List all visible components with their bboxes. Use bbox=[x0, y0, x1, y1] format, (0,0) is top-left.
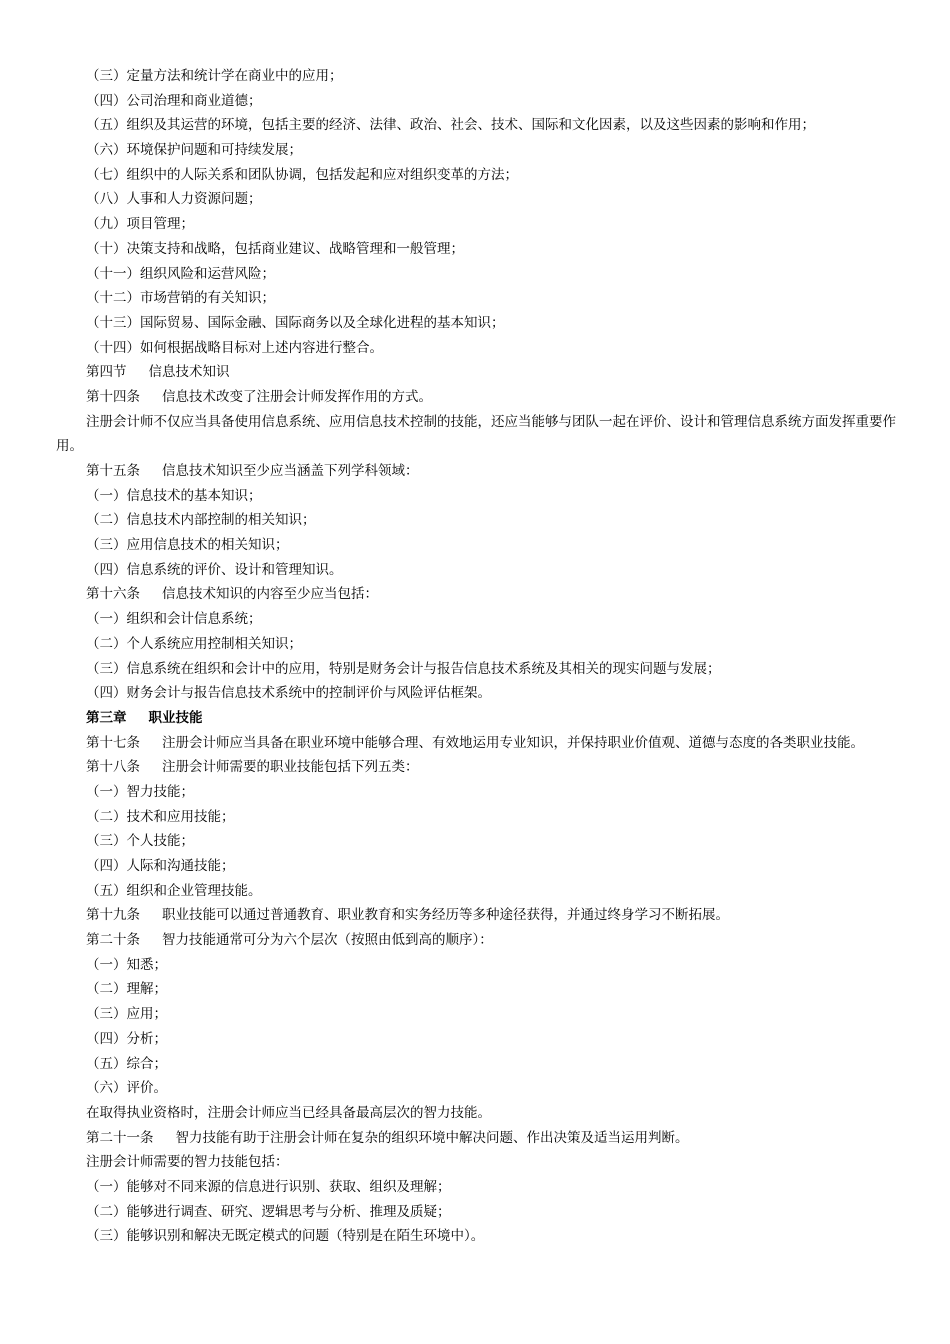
line-text: （三）应用； bbox=[86, 1006, 167, 1023]
line-text: （五）组织及其运营的环境，包括主要的经济、法律、政治、社会、技术、国际和文化因素，以及这些因素的影响和作用； bbox=[86, 117, 815, 134]
line-text: （三）定量方法和统计学在商业中的应用； bbox=[86, 68, 343, 84]
clause-line bbox=[56, 1126, 898, 1151]
text-line bbox=[56, 805, 898, 830]
text-line bbox=[56, 879, 898, 904]
line-text: 信息技术知识至少应当涵盖下列学科领域： bbox=[162, 463, 419, 480]
line-text: （一）智力技能； bbox=[86, 783, 194, 800]
line-text: （一）信息技术的基本知识； bbox=[86, 487, 262, 504]
clause-label: 第十五条 bbox=[86, 463, 140, 480]
text-line bbox=[56, 187, 898, 212]
line-text: 信息技术知识 bbox=[148, 364, 230, 381]
text-line bbox=[56, 1200, 898, 1225]
text-line bbox=[56, 1150, 898, 1175]
line-text: （十）决策支持和战略，包括商业建议、战略管理和一般管理； bbox=[86, 240, 464, 257]
line-text: （三）能够识别和解决无既定模式的问题（特别是在陌生环境中）。 bbox=[86, 1228, 485, 1245]
line-text: （十二）市场营销的有关知识； bbox=[86, 290, 275, 307]
text-line bbox=[56, 953, 898, 978]
text-line bbox=[56, 64, 898, 89]
text-line bbox=[56, 336, 898, 361]
text-line bbox=[56, 1002, 898, 1027]
line-text: （三）个人技能； bbox=[86, 833, 194, 850]
text-line bbox=[56, 681, 898, 706]
document-body bbox=[56, 64, 898, 1249]
line-text: （四）财务会计与报告信息技术系统中的控制评价与风险评估框架。 bbox=[86, 685, 491, 702]
text-line bbox=[56, 508, 898, 533]
line-text: 注册会计师不仅应当具备使用信息系统、应用信息技术控制的技能，还应当能够与团队一起在评价、设计和管理信息系统方面发挥重要作用。 bbox=[56, 413, 896, 455]
line-text: 信息技术改变了注册会计师发挥作用的方式。 bbox=[162, 388, 432, 405]
clause-line bbox=[56, 928, 898, 953]
clause-label: 第二十条 bbox=[86, 932, 140, 949]
line-text: （十一）组织风险和运营风险； bbox=[86, 265, 275, 282]
text-line bbox=[56, 286, 898, 311]
clause-line bbox=[56, 459, 898, 484]
line-text: （二）个人系统应用控制相关知识； bbox=[86, 635, 302, 652]
line-text: （二）技术和应用技能； bbox=[86, 808, 235, 825]
text-line bbox=[56, 607, 898, 632]
line-text: （四）分析； bbox=[86, 1030, 167, 1047]
text-line bbox=[56, 1027, 898, 1052]
text-line bbox=[56, 1175, 898, 1200]
clause-line bbox=[56, 706, 898, 731]
line-text: （五）综合； bbox=[86, 1055, 167, 1072]
clause-line bbox=[56, 731, 898, 756]
clause-line bbox=[56, 755, 898, 780]
clause-line bbox=[56, 385, 898, 410]
text-line bbox=[56, 237, 898, 262]
line-text: 职业技能可以通过普通教育、职业教育和实务经历等多种途径获得，并通过终身学习不断拓展。 bbox=[162, 907, 729, 924]
text-line bbox=[56, 829, 898, 854]
line-text: （四）信息系统的评价、设计和管理知识。 bbox=[86, 561, 343, 578]
text-line bbox=[56, 1076, 898, 1101]
text-line bbox=[56, 533, 898, 558]
clause-line bbox=[56, 360, 898, 385]
line-text: （一）知悉； bbox=[86, 956, 167, 973]
clause-line bbox=[56, 582, 898, 607]
line-text: （六）环境保护问题和可持续发展； bbox=[86, 142, 302, 159]
text-line bbox=[56, 311, 898, 336]
line-text: （一）组织和会计信息系统； bbox=[86, 611, 262, 628]
text-line bbox=[56, 1052, 898, 1077]
clause-label: 第三章 bbox=[86, 709, 127, 726]
line-text: （三）信息系统在组织和会计中的应用，特别是财务会计与报告信息技术系统及其相关的现实问题与发展； bbox=[86, 660, 721, 677]
line-text: （四）人际和沟通技能； bbox=[86, 858, 235, 875]
line-text: （四）公司治理和商业道德； bbox=[86, 92, 262, 109]
text-line bbox=[56, 780, 898, 805]
text-line bbox=[56, 89, 898, 114]
clause-label: 第十九条 bbox=[86, 907, 140, 924]
line-text: 注册会计师应当具备在职业环境中能够合理、有效地运用专业知识，并保持职业价值观、道德与态度的各类职业技能。 bbox=[162, 734, 864, 751]
line-text: （三）应用信息技术的相关知识； bbox=[86, 537, 289, 554]
text-line bbox=[56, 113, 898, 138]
text-line bbox=[56, 1224, 898, 1249]
text-line bbox=[56, 657, 898, 682]
clause-label: 第十四条 bbox=[86, 388, 140, 405]
line-text: （十四）如何根据战略目标对上述内容进行整合。 bbox=[86, 339, 383, 356]
clause-label: 第十六条 bbox=[86, 586, 140, 603]
text-line bbox=[56, 632, 898, 657]
clause-label: 第十八条 bbox=[86, 759, 140, 776]
line-text: （二）信息技术内部控制的相关知识； bbox=[86, 512, 316, 529]
text-line bbox=[56, 977, 898, 1002]
line-text: 智力技能通常可分为六个层次（按照由低到高的顺序）： bbox=[162, 932, 493, 949]
line-text: 信息技术知识的内容至少应当包括： bbox=[162, 586, 378, 603]
line-text: 智力技能有助于注册会计师在复杂的组织环境中解决问题、作出决策及适当运用判断。 bbox=[175, 1129, 689, 1146]
text-line bbox=[56, 212, 898, 237]
line-text: 注册会计师需要的智力技能包括： bbox=[86, 1154, 289, 1171]
clause-label: 第十七条 bbox=[86, 734, 140, 751]
line-text: 在取得执业资格时，注册会计师应当已经具备最高层次的智力技能。 bbox=[86, 1104, 491, 1121]
line-text: 职业技能 bbox=[148, 709, 203, 726]
text-line bbox=[56, 1101, 898, 1126]
text-line bbox=[56, 854, 898, 879]
clause-line bbox=[56, 903, 898, 928]
text-line bbox=[56, 163, 898, 188]
line-text: （八）人事和人力资源问题； bbox=[86, 191, 262, 208]
text-line bbox=[56, 262, 898, 287]
line-text: （二）能够进行调查、研究、逻辑思考与分析、推理及质疑； bbox=[86, 1203, 451, 1220]
line-text: （九）项目管理； bbox=[86, 216, 194, 233]
line-text: （六）评价。 bbox=[86, 1080, 167, 1097]
clause-label: 第二十一条 bbox=[86, 1129, 154, 1146]
text-line bbox=[56, 138, 898, 163]
text-line bbox=[56, 410, 898, 459]
line-text: （十三）国际贸易、国际金融、国际商务以及全球化进程的基本知识； bbox=[86, 314, 505, 331]
line-text: （五）组织和企业管理技能。 bbox=[86, 882, 262, 899]
text-line bbox=[56, 484, 898, 509]
line-text: （一）能够对不同来源的信息进行识别、获取、组织及理解； bbox=[86, 1178, 451, 1195]
line-text: 注册会计师需要的职业技能包括下列五类： bbox=[162, 759, 419, 776]
line-text: （七）组织中的人际关系和团队协调，包括发起和应对组织变革的方法； bbox=[86, 166, 518, 183]
text-line bbox=[56, 558, 898, 583]
line-text: （二）理解； bbox=[86, 981, 167, 998]
clause-label: 第四节 bbox=[86, 364, 127, 381]
